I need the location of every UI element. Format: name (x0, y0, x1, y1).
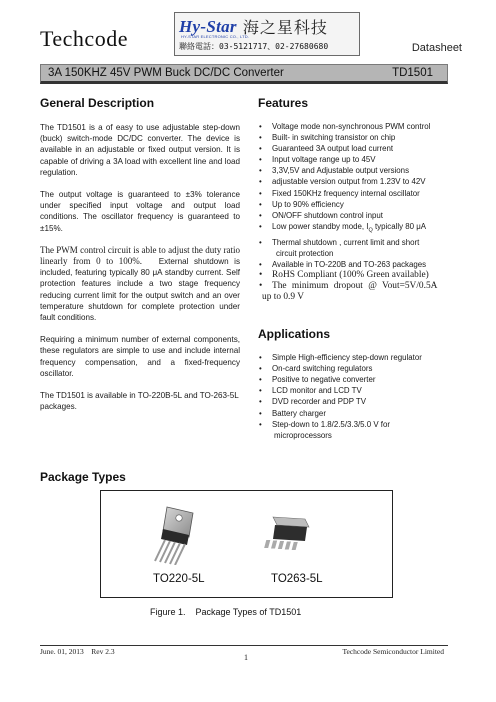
feature-item: • Built- in switching transistor on chip (258, 132, 454, 143)
features-list (258, 121, 454, 303)
standby-subscript: Q (368, 227, 373, 234)
footer-date-revision: June. 01, 2013 Rev 2.3 (40, 647, 115, 656)
application-item: • On-card switching regulators (258, 363, 454, 374)
dropout-line-1: The minimum dropout @ Vout=5V/0.5A (272, 280, 438, 291)
figure-caption: Figure 1. Package Types of TD1501 (150, 607, 302, 617)
section-heading-package-types: Package Types (40, 470, 126, 484)
package-label-to263: TO263-5L (271, 573, 323, 585)
doc-type-label: Datasheet (411, 42, 462, 54)
feature-item: • ON/OFF shutdown control input (258, 210, 454, 221)
features-section (258, 96, 454, 441)
footer-company: Techcode Semiconductor Limited (342, 647, 444, 656)
to220-package-icon (149, 505, 213, 565)
dropout-line-2: up to 0.9 V (262, 291, 305, 302)
stepdown-line-1: Step-down to 1.8/2.5/3.3/5.0 V for (272, 419, 390, 429)
product-title: 3A 150KHZ 45V PWM Buck DC/DC Converter (48, 67, 284, 79)
desc-paragraph-3-serif: The PWM control circuit is able to adjust the duty ratio linearly from 0 to 100%. (40, 244, 240, 267)
desc-paragraph-3 (40, 245, 240, 323)
part-number: TD1501 (392, 67, 433, 79)
stamp-chinese-name: 海之星科技 (242, 18, 328, 37)
feature-item: • Fixed 150KHz frequency internal oscillator (258, 188, 454, 199)
feature-item-dropout (258, 281, 454, 303)
application-item: • DVD recorder and PDP TV (258, 396, 454, 407)
standby-text-post: typically 80 μA (372, 221, 427, 231)
standby-text: Low power standby mode, I (272, 221, 369, 231)
applications-list (258, 352, 454, 441)
feature-item-rohs: • RoHS Compliant (100% Green available) (258, 270, 454, 281)
application-item: • LCD monitor and LCD TV (258, 385, 454, 396)
general-description-section (40, 96, 240, 412)
application-item: • Simple High-efficiency step-down regulator (258, 352, 454, 363)
package-label-to220: TO220-5L (153, 573, 205, 585)
desc-paragraph-3-rest: External shutdown is included, featuring typically 80 μA standby current. Self protection features include a two stage frequency reducing current limit for the output switch and an over temperature shutdown for complete protection under fault conditions. (40, 257, 241, 323)
application-item: • Battery charger (258, 408, 454, 419)
stamp-brand: Hy-Star (179, 16, 237, 36)
thermal-line-2: circuit protection (276, 248, 334, 258)
feature-item-standby (258, 221, 454, 237)
desc-paragraph-1: The TD1501 is a of easy to use adjustable step-down (buck) switch-mode DC/DC converter. The device is available in an adjustable or fixed output version. It is capable of driving a 3A load with excellent line and load regulation. (40, 123, 240, 177)
desc-paragraph-5: The TD1501 is available in TO-220B-5L and TO-263-5L packages. (40, 391, 239, 412)
page-number: 1 (244, 653, 248, 662)
techcode-logo: Techcode (40, 26, 128, 51)
section-heading-general-description: General Description (40, 96, 155, 110)
stamp-phone: 聯絡電話：03-5121717、02-27680680 (179, 42, 329, 51)
distributor-stamp (174, 12, 360, 56)
desc-paragraph-4: Requiring a minimum number of external components, these regulators are simple to use and include internal frequency compensation, and a fixed-frequency oscillator. (40, 335, 240, 378)
application-item: • Positive to negative converter (258, 374, 454, 385)
title-bar (40, 64, 448, 84)
to263-package-icon (263, 515, 313, 551)
feature-item: • adjustable version output from 1.23V to 42V (258, 176, 454, 187)
feature-item: • Input voltage range up to 45V (258, 154, 454, 165)
footer-divider (40, 645, 448, 646)
feature-item: • Voltage mode non-synchronous PWM control (258, 121, 454, 132)
section-heading-features: Features (258, 96, 309, 110)
feature-item: • Up to 90% efficiency (258, 199, 454, 210)
package-figure (100, 490, 393, 598)
feature-item-thermal (258, 237, 454, 259)
desc-paragraph-2: The output voltage is guaranteed to ±3% tolerance under specified input voltage and output load conditions. The oscillator frequency is guaranteed to ±15%. (40, 190, 240, 233)
feature-item: • 3,3V,5V and Adjustable output versions (258, 165, 454, 176)
feature-item: • Available in TO-220B and TO-263 packages (258, 259, 454, 270)
feature-item: • Guaranteed 3A output load current (258, 143, 454, 154)
application-item-stepdown (258, 419, 454, 441)
thermal-line-1: Thermal shutdown , current limit and short (272, 237, 420, 247)
stepdown-line-2: microprocessors (274, 430, 332, 440)
stamp-subtitle: HY-STAR ELECTRONIC CO., LTD. (181, 34, 250, 39)
section-heading-applications: Applications (258, 327, 331, 342)
